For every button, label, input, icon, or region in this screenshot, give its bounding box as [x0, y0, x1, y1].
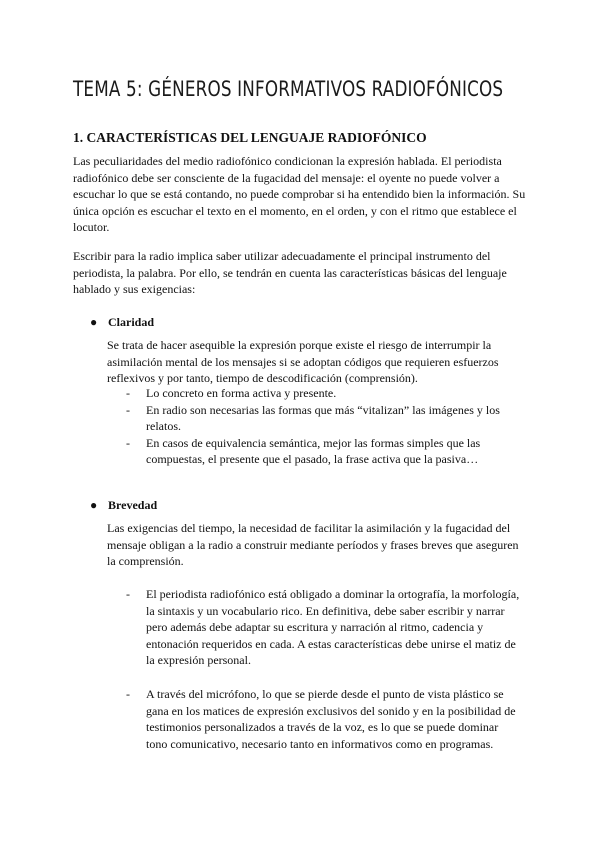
second-paragraph: Escribir para la radio implica saber utilizar adecuadamente el principal instrumento del periodista, la palabra. Por ello, se tendrán en cuenta las características básicas del lenguaje hablado y sus exigencias:	[73, 249, 507, 297]
bullet-icon: ●	[90, 315, 98, 329]
dash-icon: -	[126, 435, 130, 450]
intro-paragraph: Las peculiaridades del medio radiofónico condicionan la expresión hablada. El periodista radiofónico debe ser consciente de la fugacidad del mensaje: el oyente no puede volver a escuchar lo que se está contando, no puede comprobar si ha entendido bien la información. Su única opción es escuchar el texto en el momento, en el orden, y con el ritmo que establece el locutor.	[73, 154, 526, 235]
bullet-icon: ●	[90, 498, 98, 512]
list-item	[126, 586, 522, 669]
dash-icon: -	[126, 386, 130, 400]
list-item	[126, 686, 522, 752]
claridad-bullet-item	[90, 313, 154, 331]
claridad-dash-list	[126, 385, 506, 468]
list-item-text: En casos de equivalencia semántica, mejor las formas simples que las compuestas, el presente que el pasado, la frase activa que la pasiva…	[146, 435, 481, 467]
dash-icon: -	[126, 587, 130, 601]
list-item	[126, 385, 506, 402]
brevedad-label: Brevedad	[108, 498, 158, 512]
dash-icon: -	[126, 402, 130, 417]
brevedad-dash-list	[126, 586, 522, 769]
page-title: TEMA 5: GÉNEROS INFORMATIVOS RADIOFÓNICOS	[73, 77, 504, 101]
list-item-text: En radio son necesarias las formas que más “vitalizan” las imágenes y los relatos.	[146, 402, 500, 434]
list-item-text: A través del micrófono, lo que se pierde desde el punto de vista plástico se gana en los matices de expresión exclusivos del sonido y en la posibilidad de testimonios personalizados a través de la voz, es lo que se puede dominar tono comunicativo, necesario tanto en informativos como en programas.	[146, 686, 516, 751]
list-item-text: Lo concreto en forma activa y presente.	[146, 386, 337, 400]
brevedad-bullet-item	[90, 496, 157, 514]
section-heading: 1. CARACTERÍSTICAS DEL LENGUAJE RADIOFÓNICO	[73, 130, 427, 145]
list-item	[126, 435, 506, 468]
list-item-text: El periodista radiofónico está obligado a dominar la ortografía, la morfología, la sintaxis y un vocabulario rico. En definitiva, debe saber escribir y narrar pero además debe adaptar su escritura y narración al ritmo, cadencia y entonación requeridos en cada. A estas características debe unirse el matiz de la expresión personal.	[146, 587, 520, 668]
brevedad-text: Las exigencias del tiempo, la necesidad de facilitar la asimilación y la fugacidad del mensaje obligan a la radio a construir mediante períodos y frases breves que aseguren la comprensión.	[107, 521, 519, 569]
list-item	[126, 402, 506, 435]
claridad-text: Se trata de hacer asequible la expresión porque existe el riesgo de interrumpir la asimilación mental de los mensajes si se adoptan códigos que requieren esfuerzos reflexivos y por tanto, tiempo de descodificación (comprensión).	[107, 338, 499, 386]
claridad-label: Claridad	[108, 315, 155, 329]
dash-icon: -	[126, 686, 130, 701]
